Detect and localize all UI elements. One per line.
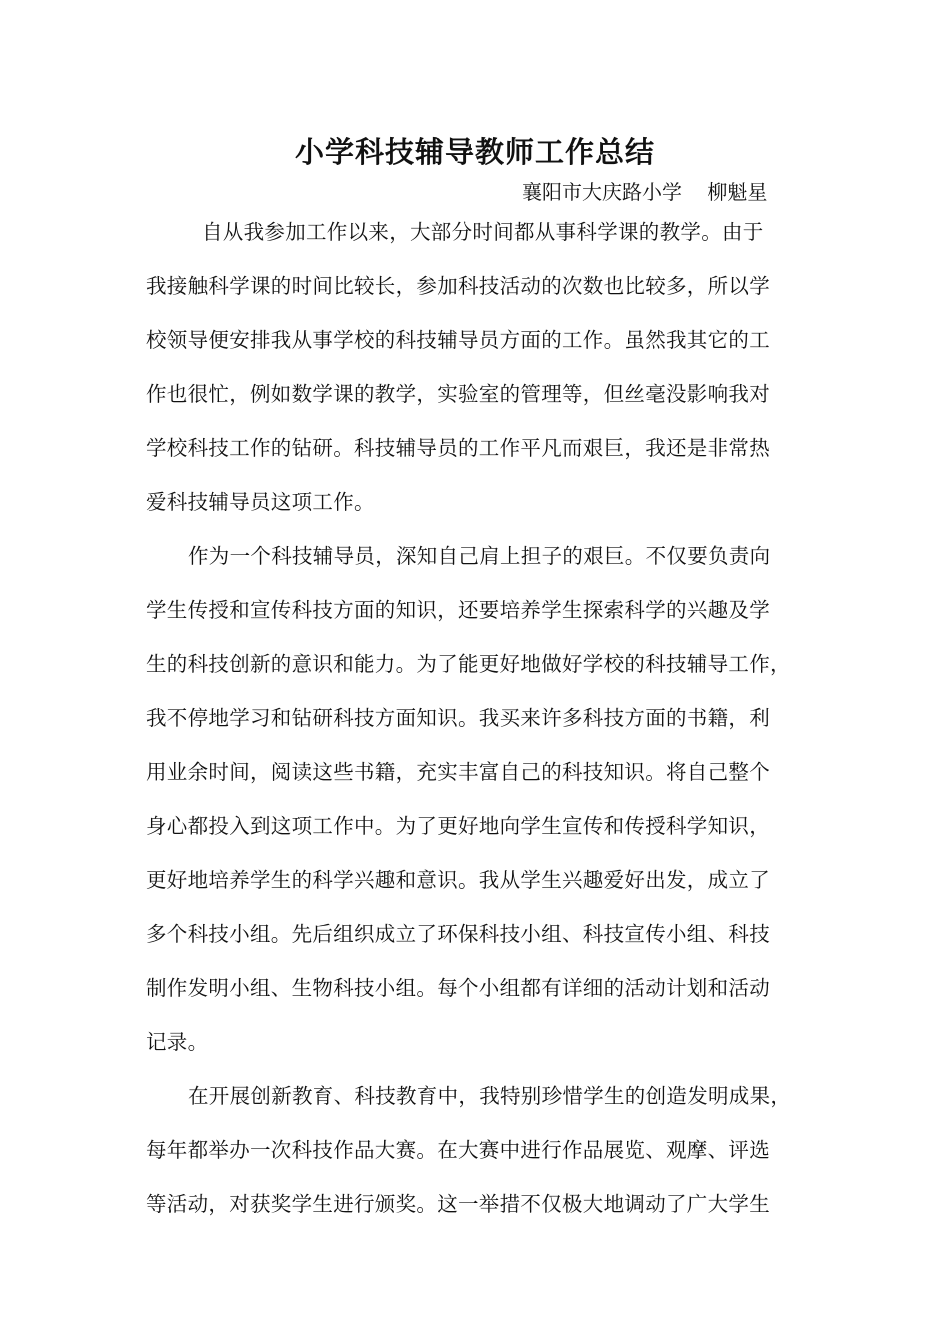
document-title: 小学科技辅导教师工作总结: [294, 135, 655, 169]
text-line: 更好地培养学生的科学兴趣和意识。我从学生兴趣爱好出发，成立了: [146, 868, 770, 892]
text-line: 作也很忙，例如数学课的教学，实验室的管理等，但丝毫没影响我对: [146, 382, 770, 406]
text-line: 校领导便安排我从事学校的科技辅导员方面的工作。虽然我其它的工: [146, 328, 770, 352]
text-line: 作为一个科技辅导员，深知自己肩上担子的艰巨。不仅要负责向: [188, 544, 771, 568]
text-line: 制作发明小组、生物科技小组。每个小组都有详细的活动计划和活动: [146, 976, 770, 1000]
text-line: 我接触科学课的时间比较长，参加科技活动的次数也比较多，所以学: [146, 274, 770, 298]
author-byline: 襄阳市大庆路小学 柳魁星: [522, 180, 768, 204]
text-line: 记录。: [146, 1030, 209, 1054]
text-line: 我不停地学习和钻研科技方面知识。我买来许多科技方面的书籍，利: [146, 706, 770, 730]
text-line: 学生传授和宣传科技方面的知识，还要培养学生探索科学的兴趣及学: [146, 598, 770, 622]
text-line: 等活动，对获奖学生进行颁奖。这一举措不仅极大地调动了广大学生: [146, 1192, 770, 1216]
text-line: 学校科技工作的钻研。科技辅导员的工作平凡而艰巨，我还是非常热: [146, 436, 770, 460]
text-line: 多个科技小组。先后组织成立了环保科技小组、科技宣传小组、科技: [146, 922, 770, 946]
text-line: 每年都举办一次科技作品大赛。在大赛中进行作品展览、观摩、评选: [146, 1138, 770, 1162]
text-line: 爱科技辅导员这项工作。: [146, 490, 375, 514]
text-line: 自从我参加工作以来，大部分时间都从事科学课的教学。由于: [202, 220, 764, 244]
text-line: 生的科技创新的意识和能力。为了能更好地做好学校的科技辅导工作，: [146, 652, 791, 676]
text-line: 身心都投入到这项工作中。为了更好地向学生宣传和传授科学知识，: [146, 814, 770, 838]
text-line: 用业余时间，阅读这些书籍，充实丰富自己的科技知识。将自己整个: [146, 760, 770, 784]
text-line: 在开展创新教育、科技教育中，我特别珍惜学生的创造发明成果，: [188, 1084, 792, 1108]
